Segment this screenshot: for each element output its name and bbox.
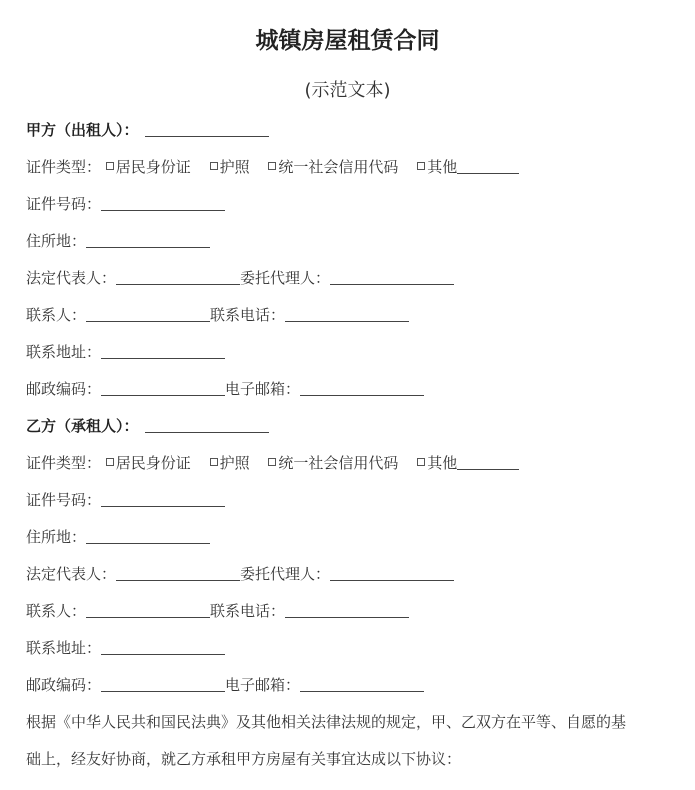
party-b-id-type-row: [26, 451, 519, 475]
contact-blank: [86, 601, 210, 618]
legal-rep-blank: [116, 564, 240, 581]
option-label: 统一社会信用代码: [278, 158, 399, 176]
party-b-contact-row: [26, 599, 409, 623]
checkbox-icon: [210, 458, 218, 466]
legal-rep-blank: [116, 268, 240, 285]
option-label: 护照: [219, 158, 250, 176]
id-number-blank: [101, 194, 225, 211]
contact-address-blank: [101, 342, 225, 359]
other-blank: [457, 157, 519, 174]
party-b-heading-row: [26, 414, 269, 438]
email-blank: [300, 675, 424, 692]
contact-label: 联系人：: [26, 306, 87, 324]
postcode-blank: [101, 379, 225, 396]
party-a-postcode-row: [26, 377, 424, 401]
id-option-credit-code: [268, 454, 398, 472]
checkbox-icon: [210, 162, 218, 170]
party-a-address-row: [26, 229, 210, 253]
address-label: 住所地：: [26, 528, 87, 546]
legal-rep-label: 法定代表人：: [26, 269, 117, 287]
party-a-id-type-row: [26, 155, 519, 179]
checkbox-icon: [268, 162, 276, 170]
id-number-blank: [101, 490, 225, 507]
option-label: 其他: [427, 158, 458, 176]
id-option-resident-card: [106, 454, 191, 472]
document-title: 城镇房屋租赁合同: [255, 28, 440, 54]
agent-blank: [330, 564, 454, 581]
option-label: 居民身份证: [115, 454, 191, 472]
agent-label: 委托代理人：: [240, 565, 331, 583]
id-number-label: 证件号码：: [26, 491, 102, 509]
address-blank: [86, 231, 210, 248]
phone-blank: [285, 601, 409, 618]
preamble-line-2: 础上，经友好协商，就乙方承租甲方房屋有关事宜达成以下协议：: [26, 750, 462, 768]
party-a-name-blank: [145, 120, 269, 137]
phone-blank: [285, 305, 409, 322]
party-b-heading: 乙方（承租人）：: [26, 417, 139, 435]
id-option-passport: [210, 158, 250, 176]
party-a-contact-row: [26, 303, 409, 327]
agent-label: 委托代理人：: [240, 269, 331, 287]
legal-rep-label: 法定代表人：: [26, 565, 117, 583]
party-a-id-number-row: [26, 192, 225, 216]
id-option-other: [417, 454, 519, 472]
checkbox-icon: [268, 458, 276, 466]
contact-label: 联系人：: [26, 602, 87, 620]
party-a-contact-address-row: [26, 340, 225, 364]
postcode-label: 邮政编码：: [26, 380, 102, 398]
id-option-other: [417, 158, 519, 176]
id-type-label: 证件类型：: [26, 158, 102, 176]
party-a-legal-rep-row: [26, 266, 454, 290]
id-option-passport: [210, 454, 250, 472]
contact-blank: [86, 305, 210, 322]
option-label: 护照: [219, 454, 250, 472]
postcode-blank: [101, 675, 225, 692]
checkbox-icon: [106, 458, 114, 466]
id-option-credit-code: [268, 158, 398, 176]
id-type-label: 证件类型：: [26, 454, 102, 472]
option-label: 居民身份证: [115, 158, 191, 176]
option-label: 其他: [427, 454, 458, 472]
postcode-label: 邮政编码：: [26, 676, 102, 694]
checkbox-icon: [106, 162, 114, 170]
party-b-address-row: [26, 525, 210, 549]
other-blank: [457, 453, 519, 470]
address-blank: [86, 527, 210, 544]
party-b-legal-rep-row: [26, 562, 454, 586]
party-b-contact-address-row: [26, 636, 225, 660]
preamble-line-1: 根据《中华人民共和国民法典》及其他相关法律法规的规定，甲、乙双方在平等、自愿的基: [26, 713, 627, 731]
party-a-heading: 甲方（出租人）：: [26, 121, 139, 139]
checkbox-icon: [417, 162, 425, 170]
document-subtitle: (示范文本): [304, 80, 391, 101]
agent-blank: [330, 268, 454, 285]
contact-address-label: 联系地址：: [26, 639, 102, 657]
contact-address-label: 联系地址：: [26, 343, 102, 361]
id-option-resident-card: [106, 158, 191, 176]
checkbox-icon: [417, 458, 425, 466]
email-label: 电子邮箱：: [225, 380, 301, 398]
party-b-name-blank: [145, 416, 269, 433]
party-b-id-number-row: [26, 488, 225, 512]
email-blank: [300, 379, 424, 396]
phone-label: 联系电话：: [210, 602, 286, 620]
party-b-postcode-row: [26, 673, 424, 697]
option-label: 统一社会信用代码: [278, 454, 399, 472]
address-label: 住所地：: [26, 232, 87, 250]
party-a-heading-row: [26, 118, 269, 142]
id-number-label: 证件号码：: [26, 195, 102, 213]
email-label: 电子邮箱：: [225, 676, 301, 694]
contact-address-blank: [101, 638, 225, 655]
phone-label: 联系电话：: [210, 306, 286, 324]
